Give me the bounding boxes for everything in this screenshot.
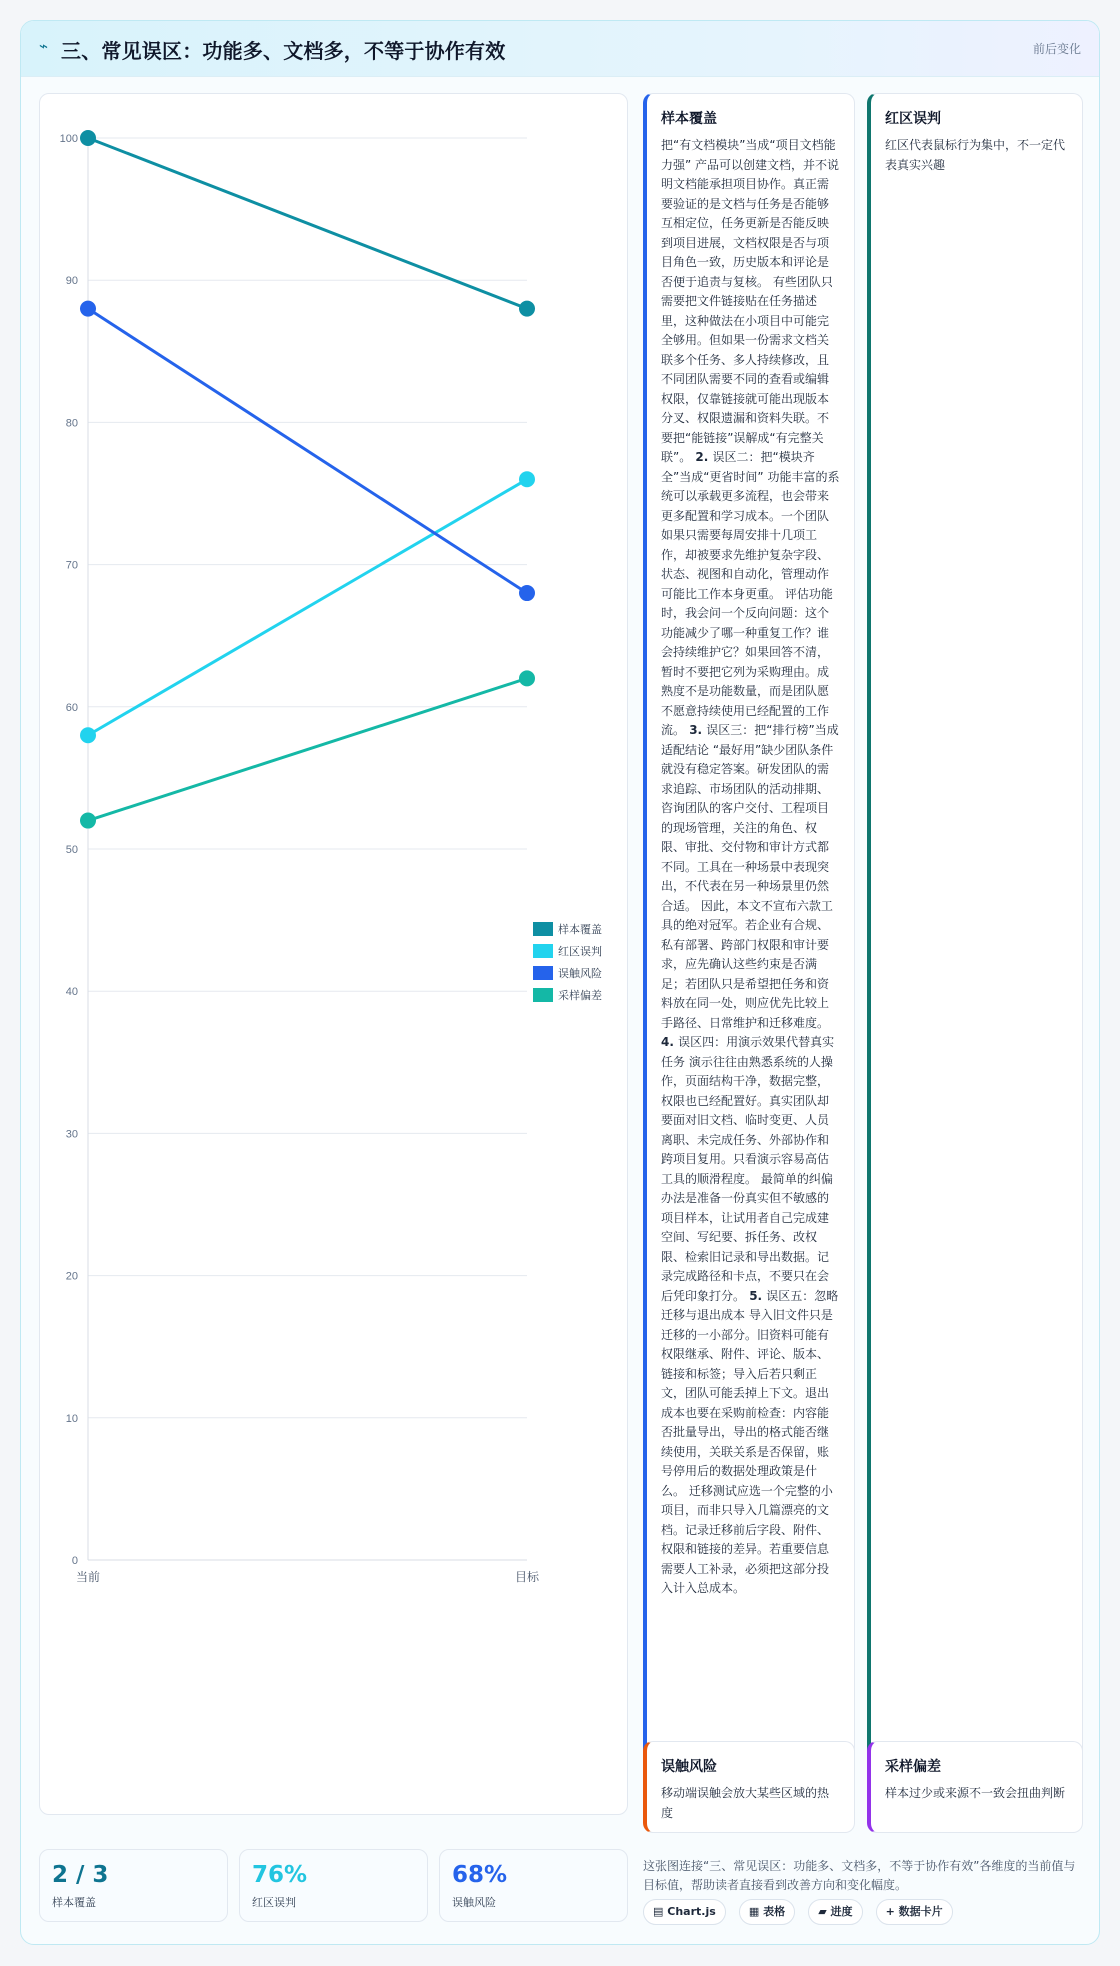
chart-description: 这张图连接“三、常见误区：功能多、文档多，不等于协作有效”各维度的当前值与目标值，帮助读者直接看到改善方向和变化幅度。: [643, 1859, 1076, 1892]
series-line: [88, 479, 527, 735]
section-title: 三、常见误区：功能多、文档多，不等于协作有效: [61, 39, 506, 63]
chip-progress[interactable]: [808, 1899, 862, 1925]
header-right-label: 前后变化: [1032, 42, 1081, 56]
slope-chart-panel: [39, 93, 628, 1815]
chip-table[interactable]: [739, 1899, 795, 1925]
plus-icon: +: [885, 1905, 895, 1918]
card-mis-touch: [643, 1741, 855, 1833]
y-tick-label: 60: [65, 701, 78, 714]
chip-data-cards[interactable]: [876, 1899, 953, 1925]
x-tick-label: 目标: [514, 1570, 540, 1584]
legend-label: 样本覆盖: [558, 923, 602, 936]
data-point: [519, 585, 535, 601]
legend-swatch: [533, 988, 553, 1002]
y-tick-label: 90: [65, 275, 78, 288]
stat-card: [239, 1849, 428, 1922]
spark-icon: ⌁: [39, 37, 49, 55]
y-tick-label: 30: [65, 1128, 78, 1141]
series-line: [88, 138, 527, 309]
card-body: 把“有文档模块”当成“项目文档能力强” 产品可以创建文档，并不说明文档能承担项目协作。真正需要验证的是文档与任务是否能够互相定位，任务更新是否能反映到项目进展，文档权限是否与项目角色一致，历史版本和评论是否便于追责与复核。 有些团队只需要把文件链接贴在任务描述里，这种做法在小项目中可能完全够用。但如果一份需求文档关联多个任务、多人持续修改，且不同团队需要不同的查看或编辑权限，仅靠链接就可能出现版本分叉、权限遗漏和资料失联。不要把“能链接”误解成“有完整关联”。 2. 误区二：把“模块齐全”当成“更省时间” 功能丰富的系统可以承载更多流程，也会带来更多配置和学习成本。一个团队如果只需要每周安排十几项工作，却被要求先维护复杂字段、状态、视图和自动化，管理动作可能比工作本身更重。 评估功能时，我会问一个反向问题：这个功能减少了哪一种重复工作？谁会持续维护它？如果回答不清，暂时不要把它列为采购理由。成熟度不是功能数量，而是团队愿不愿意持续使用已经配置的工作流。 3. 误区三：把“排行榜”当成适配结论 “最好用”缺少团队条件就没有稳定答案。研发团队的需求追踪、市场团队的活动排期、咨询团队的客户交付、工程项目的现场管理，关注的角色、权限、审批、交付物和审计方式都不同。工具在一种场景中表现突出，不代表在另一种场景里仍然合适。 因此，本文不宣布六款工具的绝对冠军。若企业有合规、私有部署、跨部门权限和审计要求，应先确认这些约束是否满足；若团队只是希望把任务和资料放在同一处，则应优先比较上手路径、日常维护和迁移难度。 4. 误区四：用演示效果代替真实任务 演示往往由熟悉系统的人操作，页面结构干净，数据完整，权限也已经配置好。真实团队却要面对旧文档、临时变更、人员离职、未完成任务、外部协作和跨项目复用。只看演示容易高估工具的顺滑程度。 最简单的纠偏办法是准备一份真实但不敏感的项目样本，让试用者自己完成建空间、写纪要、拆任务、改权限、检索旧记录和导出数据。记录完成路径和卡点，不要只在会后凭印象打分。 5. 误区五：忽略迁移与退出成本 导入旧文件只是迁移的一小部分。旧资料可能有权限继承、附件、评论、版本、链接和标签；导入后若只剩正文，团队可能丢掉上下文。退出成本也要在采购前检查：内容能否批量导出，导出的格式能否继续使用，关联关系是否保留，账号停用后的数据处理政策是什么。 迁移测试应选一个完整的小项目，而非只导入几篇漂亮的文档。记录迁移前后字段、附件、权限和链接的差异。若重要信息需要人工补录，必须把这部分投入计入总成本。: [661, 138, 840, 1595]
y-tick-label: 40: [65, 986, 78, 999]
data-point: [80, 813, 96, 829]
y-tick-label: 80: [65, 417, 78, 430]
data-point: [80, 301, 96, 317]
card-red-zone: [867, 93, 1083, 1799]
report-frame: [20, 20, 1100, 1945]
data-point: [519, 471, 535, 487]
y-tick-label: 50: [65, 844, 78, 856]
y-tick-label: 100: [59, 133, 78, 145]
stat-value: 76%: [252, 1862, 308, 1888]
stat-label: 误触风险: [452, 1896, 496, 1909]
stat-value: 68%: [452, 1862, 508, 1888]
series-line: [88, 309, 527, 593]
y-tick-label: 10: [65, 1412, 78, 1425]
chip-chartjs[interactable]: [643, 1899, 726, 1925]
y-tick-label: 70: [65, 559, 78, 572]
data-point: [80, 130, 96, 146]
data-point: [80, 727, 96, 743]
card-sample-coverage: [643, 93, 855, 1799]
card-body: 样本过少或来源不一致会扭曲判断: [885, 1786, 1066, 1800]
y-tick-label: 0: [71, 1555, 78, 1567]
series-line: [88, 678, 527, 820]
legend-swatch: [533, 922, 553, 936]
slope-chart: [40, 94, 629, 1816]
stat-card: [439, 1849, 628, 1922]
chip-label: 表格: [763, 1905, 786, 1918]
table-icon: ▦: [748, 1905, 760, 1918]
section-header: [21, 21, 1100, 77]
chip-label: 数据卡片: [898, 1905, 943, 1918]
y-tick-label: 20: [65, 1270, 78, 1283]
progress-icon: ▰: [818, 1905, 827, 1918]
data-point: [519, 301, 535, 317]
card-body: 移动端误触会放大某些区域的热度: [661, 1786, 830, 1820]
legend-swatch: [533, 966, 553, 980]
card-title: 红区误判: [885, 111, 941, 127]
tag-chips: [643, 1899, 961, 1925]
x-tick-label: 当前: [75, 1570, 101, 1584]
card-sampling-bias: [867, 1741, 1083, 1833]
legend-label: 红区误判: [558, 945, 602, 958]
stat-label: 红区误判: [252, 1896, 296, 1909]
chip-label: Chart.js: [667, 1905, 716, 1918]
data-point: [519, 670, 535, 686]
stat-value: 2 / 3: [52, 1862, 109, 1888]
card-title: 采样偏差: [885, 1759, 941, 1775]
legend-swatch: [533, 944, 553, 958]
card-body: 红区代表鼠标行为集中，不一定代表真实兴趣: [885, 138, 1066, 172]
card-title: 误触风险: [661, 1759, 717, 1775]
legend-label: 误触风险: [558, 967, 602, 980]
stat-card: [39, 1849, 228, 1922]
chip-label: 进度: [830, 1905, 853, 1918]
legend-label: 采样偏差: [558, 989, 602, 1002]
stat-label: 样本覆盖: [52, 1896, 96, 1909]
chart-icon: ▤: [653, 1905, 664, 1918]
card-title: 样本覆盖: [661, 111, 717, 127]
